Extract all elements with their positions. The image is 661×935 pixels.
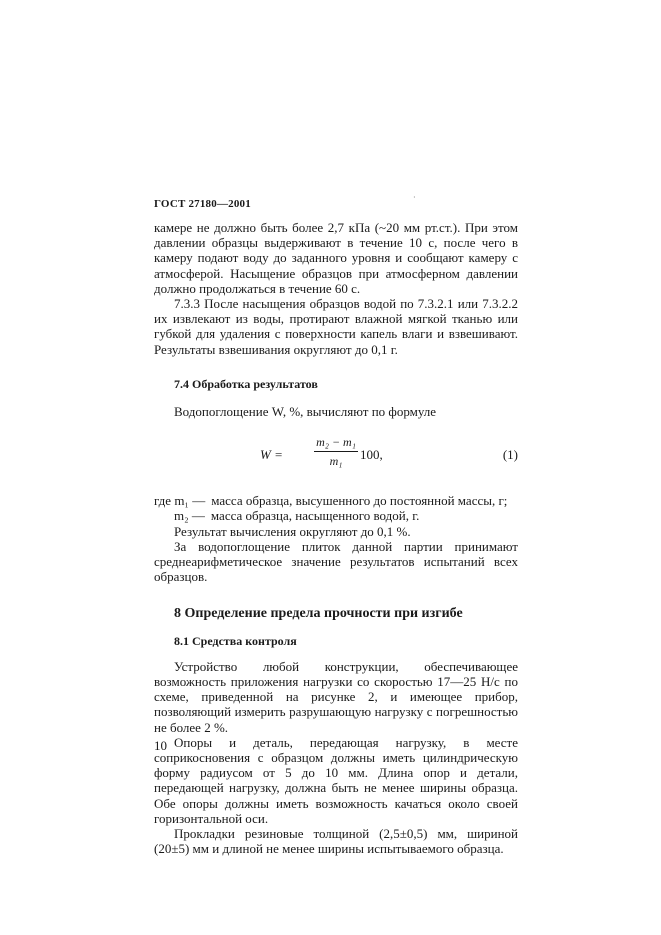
formula-fraction [314,435,358,469]
paragraph-rubber-pads: Прокладки резиновые толщиной (2,5±0,5) мм, шириной (20±5) мм и длиной не менее ширины испытываемого образца. [154,826,518,857]
formula-lhs: W = [260,447,283,463]
paragraph-loading-device: Устройство любой конструкции, обеспечивающее возможность приложения нагрузки со скоростью 17—25 Н/с по схеме, приведенной на рисунке 2, и имеющее прибор, позволяющий измерить разрушающую нагрузку с погрешностью не более 2 %. [154,658,518,735]
paragraph-chamber-pressure: камере не должно быть более 2,7 кПа (~20 мм рт.ст.). При этом давлении образцы выдерживают в течение 10 с, после чего в камеру подают воду до заданного уровня и сообщают камеру с атмосферой. Насыщение образцов при атмосферном давлении должно продолжаться в течение 60 с. [154,220,518,296]
definition-term-m2: m₂ — [174,508,205,524]
scan-artifact: · [413,193,416,202]
document-header: ГОСТ 27180—2001 [154,198,251,210]
paragraph-batch-average: За водопоглощение плиток данной партии принимают среднеарифметическое значение результатов испытаний всех образцов. [154,538,518,585]
section-heading-7-4: 7.4 Обработка результатов [174,376,318,391]
formula-denominator: m₁ [329,454,343,469]
paragraph-supports: Опоры и деталь, передающая нагрузку, в месте соприкосновения с образцом должны иметь цилиндрическую форму радиусом от 5 до 10 мм. Длина опор и детали, передающей нагрузку, должна быть не менее ширины образца. Обе опоры должны иметь возможность качаться около своей горизонтальной оси. [154,734,518,826]
definition-text-m1: масса образца, высушенного до постоянной массы, г; [211,493,508,509]
paragraph-7-3-3: 7.3.3 После насыщения образцов водой по 7.3.2.1 или 7.3.2.2 их извлекают из воды, протирают влажной мягкой тканью или губкой для удаления с поверхности капель влаги и взвешивают. Результаты взвешивания округляют до 0,1 г. [154,296,518,357]
formula-multiplier: 100, [360,447,383,463]
fraction-bar [314,451,358,452]
formula-water-absorption [154,429,518,481]
section-heading-8-1: 8.1 Средства контроля [174,633,297,648]
paragraph-rounding: Результат вычисления округляют до 0,1 %. [174,523,411,539]
formula-numerator: m₂ − m₁ [316,435,356,450]
page-body [154,220,518,857]
definition-term-m1: где m₁ — [154,493,206,509]
section-heading-8: 8 Определение предела прочности при изгибе [174,606,463,622]
paragraph-formula-intro: Водопоглощение W, %, вычисляют по формуле [174,404,437,420]
page-number: 10 [154,738,167,753]
definition-m1 [154,493,518,508]
definition-text-m2: масса образца, насыщенного водой, г. [210,508,420,524]
definition-m2 [154,508,518,523]
formula-number: (1) [502,447,518,463]
